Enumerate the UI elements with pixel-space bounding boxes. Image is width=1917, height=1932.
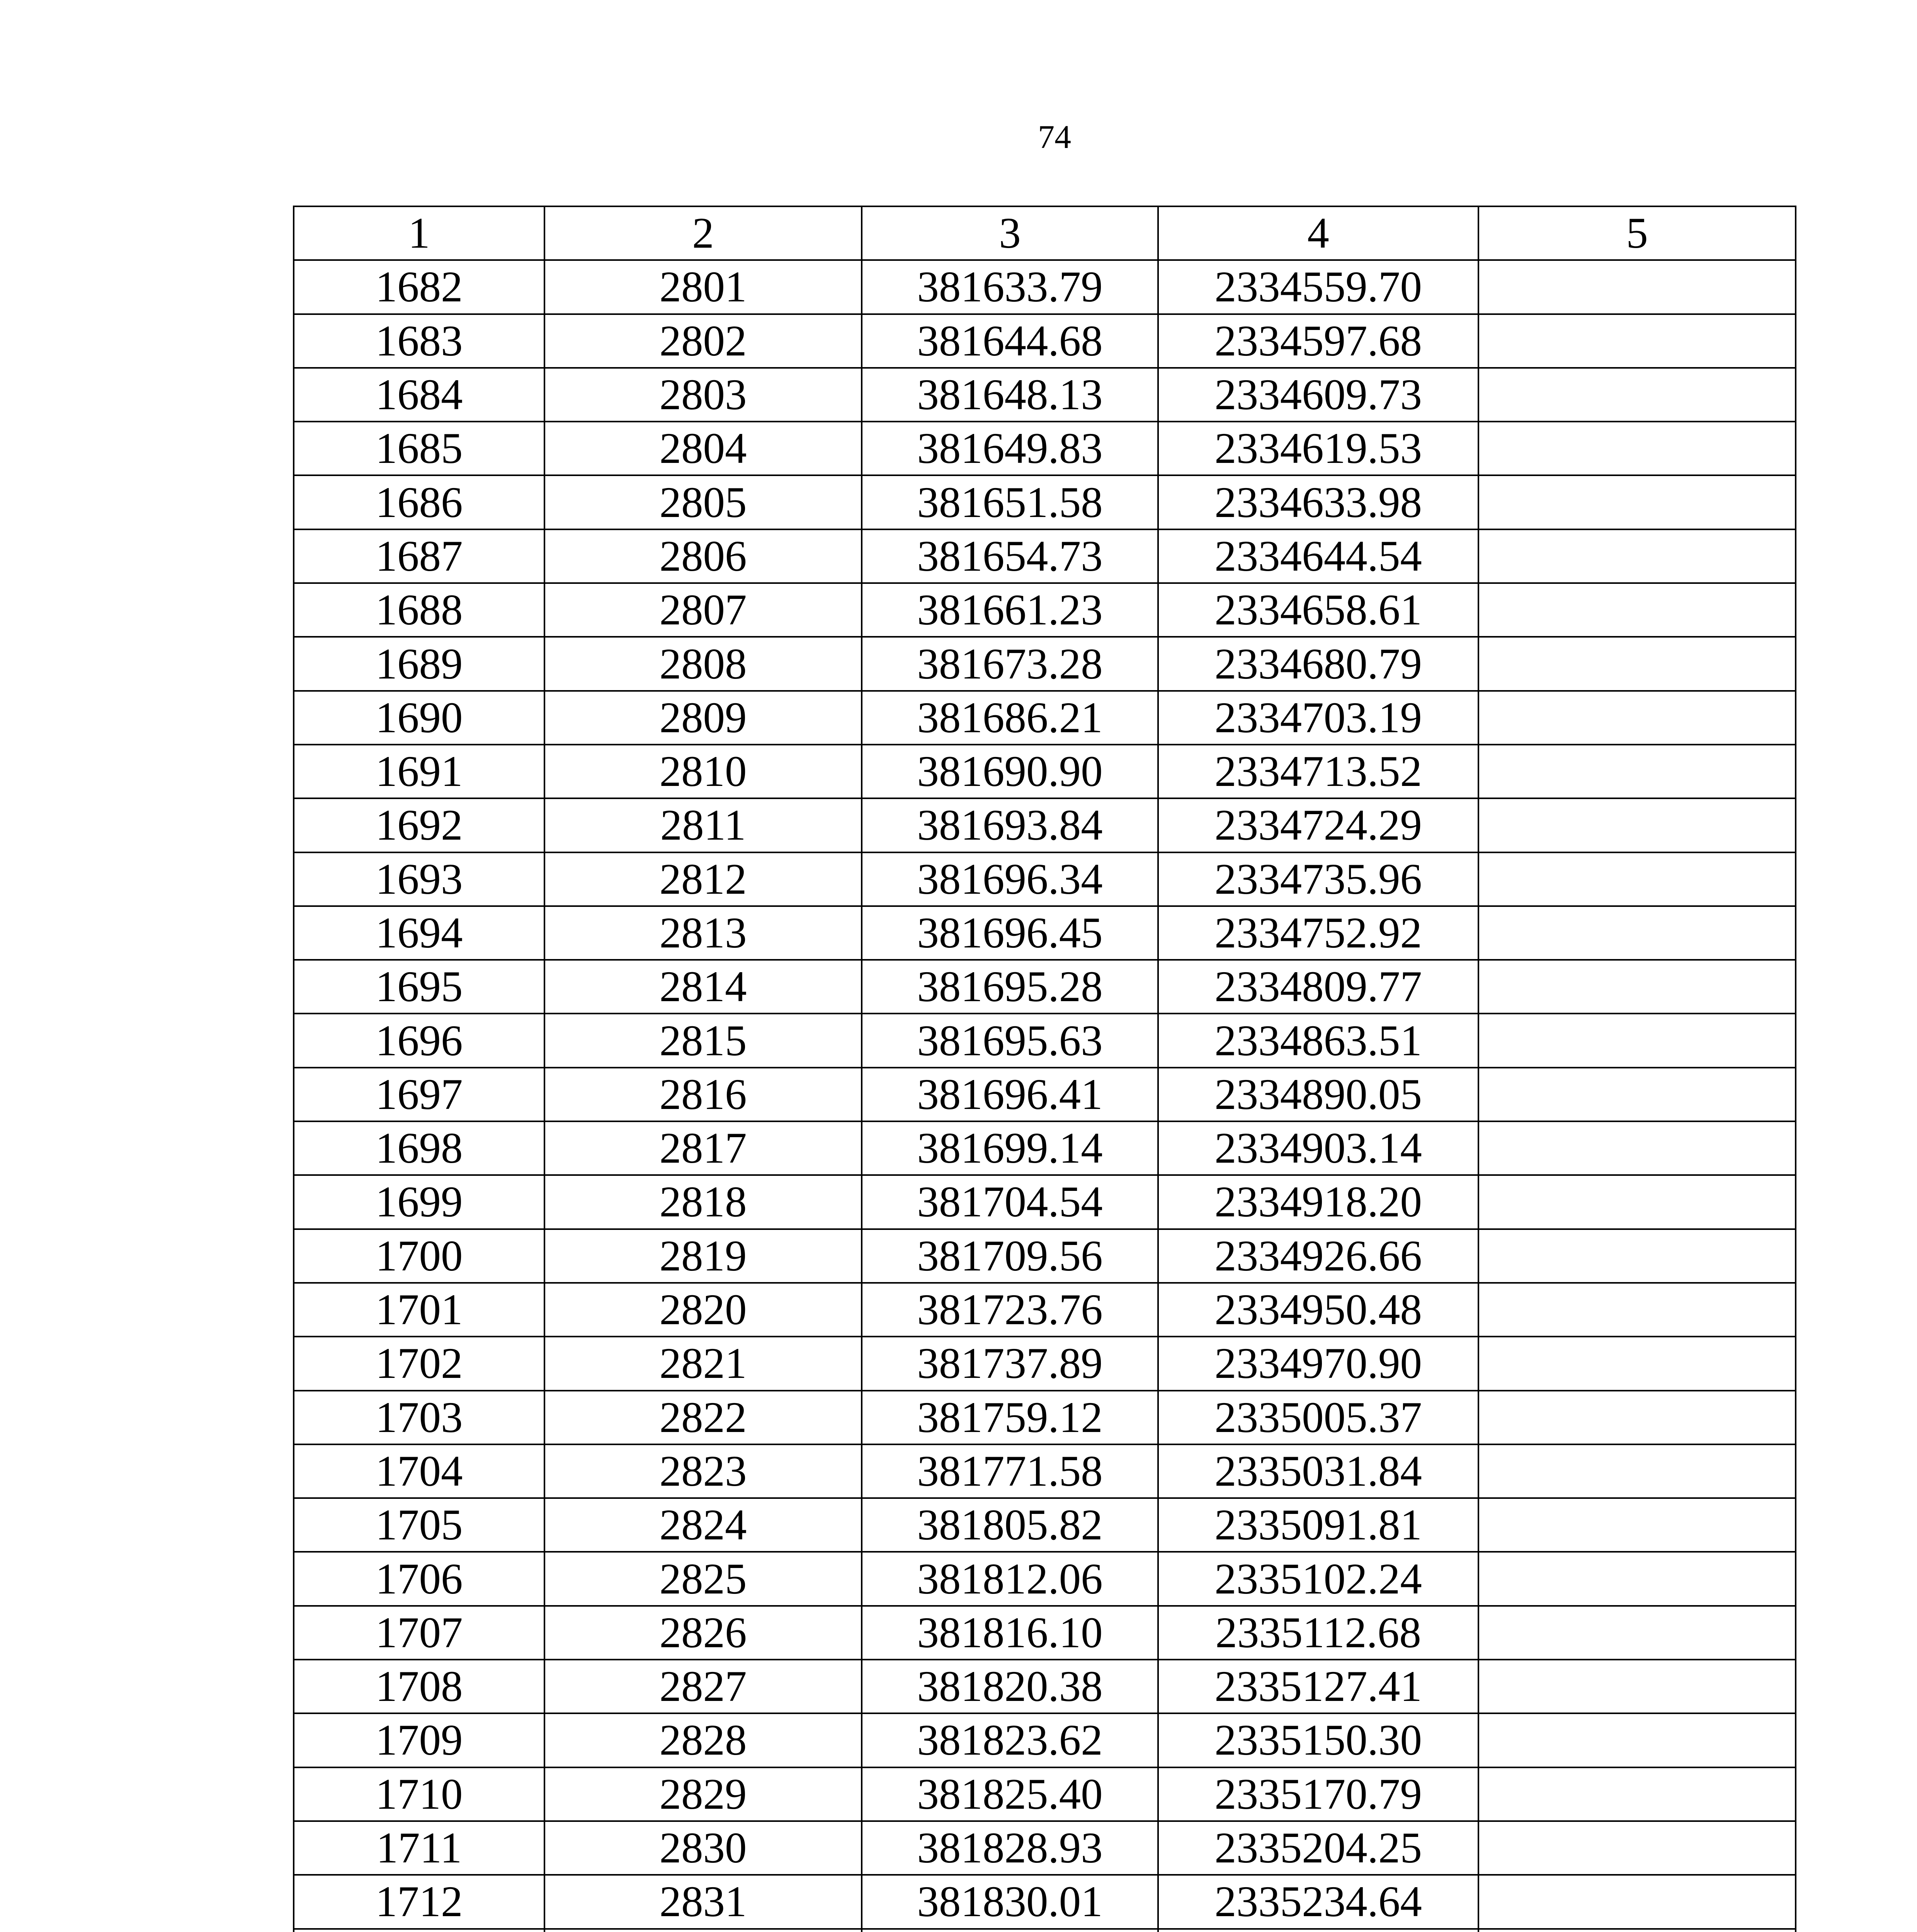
table-cell-col3: 381673.28 [862,637,1158,690]
table-cell-col2: 2831 [544,1875,862,1929]
table-cell-col4: 2335102.24 [1158,1552,1478,1605]
table-cell-col1: 1697 [294,1068,544,1121]
table-cell-col3: 381695.63 [862,1014,1158,1067]
table-cell-col4 [1158,1929,1478,1932]
table-cell-col1 [294,1929,544,1932]
table-cell-col3: 381805.82 [862,1498,1158,1552]
table-cell-col5 [1478,260,1796,314]
table-row [294,852,1796,906]
table-cell-col2: 2828 [544,1713,862,1767]
table-cell-col3: 381633.79 [862,260,1158,314]
table-cell-col4: 2334752.92 [1158,906,1478,960]
table-row [294,1713,1796,1767]
table-row [294,960,1796,1014]
table-cell-col4: 2334970.90 [1158,1337,1478,1390]
table-cell-col3: 381695.28 [862,960,1158,1014]
table-cell-col5 [1478,1552,1796,1605]
table-cell-col3: 381644.68 [862,314,1158,368]
table-cell-col3: 381699.14 [862,1121,1158,1175]
table-cell-col1: 1701 [294,1283,544,1337]
table-header [294,206,1796,260]
table-cell-col1: 1698 [294,1121,544,1175]
table-cell-col2 [544,1929,862,1932]
table-cell-col5 [1478,852,1796,906]
data-table [293,206,1796,1932]
table-cell-col1: 1693 [294,852,544,906]
table-cell-col1: 1689 [294,637,544,690]
page-number: 74 [1038,118,1071,155]
table-cell-col2: 2804 [544,422,862,475]
table-cell-col1: 1705 [294,1498,544,1552]
table-cell-col2: 2803 [544,368,862,422]
table-row [294,260,1796,314]
header-cell-col2: 2 [544,206,862,260]
table-cell-col4: 2334633.98 [1158,475,1478,529]
table-cell-col1: 1694 [294,906,544,960]
table-cell-col3: 381696.45 [862,906,1158,960]
table-cell-col2: 2818 [544,1175,862,1229]
table-cell-col2: 2801 [544,260,862,314]
table-header-row [294,206,1796,260]
table-cell-col3: 381690.90 [862,745,1158,798]
table-row [294,798,1796,852]
table-cell-col3: 381696.41 [862,1068,1158,1121]
table-cell-col5 [1478,529,1796,583]
table-cell-col1: 1709 [294,1713,544,1767]
table-cell-col1: 1682 [294,260,544,314]
table-cell-col3: 381828.93 [862,1821,1158,1875]
table-cell-col2: 2819 [544,1229,862,1283]
table-cell-col3: 381651.58 [862,475,1158,529]
table-cell-col5 [1478,1175,1796,1229]
table-cell-col5 [1478,1875,1796,1929]
table-cell-col3 [862,1929,1158,1932]
table-row [294,1337,1796,1390]
table-cell-col3: 381649.83 [862,422,1158,475]
table-cell-col4: 2335150.30 [1158,1713,1478,1767]
table-cell-col4: 2334680.79 [1158,637,1478,690]
table-row [294,475,1796,529]
table-cell-col2: 2822 [544,1391,862,1444]
header-cell-col1: 1 [294,206,544,260]
table-cell-col3: 381723.76 [862,1283,1158,1337]
table-cell-col2: 2806 [544,529,862,583]
table-cell-col5 [1478,1337,1796,1390]
table-cell-col2: 2829 [544,1767,862,1821]
table-cell-col3: 381812.06 [862,1552,1158,1605]
table-cell-col2: 2813 [544,906,862,960]
table-row [294,637,1796,690]
table-cell-col1: 1710 [294,1767,544,1821]
table-cell-col3: 381830.01 [862,1875,1158,1929]
table-cell-col2: 2812 [544,852,862,906]
table-cell-col4: 2334703.19 [1158,691,1478,745]
table-cell-col5 [1478,1391,1796,1444]
table-cell-col3: 381816.10 [862,1606,1158,1660]
table-row [294,1552,1796,1605]
table-cell-col5 [1478,1767,1796,1821]
table-row [294,1068,1796,1121]
table-cell-col1: 1688 [294,583,544,637]
table-row [294,1606,1796,1660]
table-cell-col2: 2809 [544,691,862,745]
table-cell-col5 [1478,1929,1796,1932]
table-cell-col2: 2817 [544,1121,862,1175]
table-cell-col1: 1706 [294,1552,544,1605]
table-cell-col1: 1692 [294,798,544,852]
table-row [294,1175,1796,1229]
table-cell-col4: 2334609.73 [1158,368,1478,422]
table-cell-col3: 381654.73 [862,529,1158,583]
table-cell-col4: 2334735.96 [1158,852,1478,906]
table-cell-col2: 2820 [544,1283,862,1337]
table-cell-col4: 2334597.68 [1158,314,1478,368]
table-cell-col3: 381825.40 [862,1767,1158,1821]
table-cell-col5 [1478,314,1796,368]
table-cell-col5 [1478,583,1796,637]
table-cell-col3: 381759.12 [862,1391,1158,1444]
table-row [294,1660,1796,1713]
table-cell-col1: 1700 [294,1229,544,1283]
table-cell-col3: 381709.56 [862,1229,1158,1283]
table-cell-col4: 2334926.66 [1158,1229,1478,1283]
table-cell-col2: 2811 [544,798,862,852]
table-row [294,1498,1796,1552]
table-cell-col1: 1696 [294,1014,544,1067]
table-row [294,1444,1796,1498]
table-cell-col4: 2335031.84 [1158,1444,1478,1498]
table-body [294,260,1796,1932]
table-cell-col4: 2335091.81 [1158,1498,1478,1552]
table-cell-col1: 1690 [294,691,544,745]
table-cell-col4: 2335127.41 [1158,1660,1478,1713]
table-cell-col1: 1687 [294,529,544,583]
table-cell-col4: 2335170.79 [1158,1767,1478,1821]
table-row [294,583,1796,637]
table-row [294,745,1796,798]
table-cell-col4: 2334863.51 [1158,1014,1478,1067]
table-cell-col4: 2335234.64 [1158,1875,1478,1929]
table-cell-col1: 1712 [294,1875,544,1929]
table-cell-col2: 2814 [544,960,862,1014]
table-row [294,1929,1796,1932]
table-cell-col3: 381648.13 [862,368,1158,422]
table-row [294,906,1796,960]
table-cell-col1: 1685 [294,422,544,475]
table-cell-col3: 381823.62 [862,1713,1158,1767]
table-cell-col2: 2827 [544,1660,862,1713]
table-row [294,529,1796,583]
table-row [294,691,1796,745]
table-cell-col4: 2334724.29 [1158,798,1478,852]
table-cell-col5 [1478,1498,1796,1552]
table-cell-col4: 2334559.70 [1158,260,1478,314]
table-row [294,1391,1796,1444]
table-cell-col1: 1711 [294,1821,544,1875]
table-row [294,1767,1796,1821]
table-cell-col5 [1478,745,1796,798]
table-cell-col4: 2334644.54 [1158,529,1478,583]
table-cell-col3: 381661.23 [862,583,1158,637]
table-row [294,1821,1796,1875]
table-cell-col2: 2826 [544,1606,862,1660]
table-cell-col2: 2807 [544,583,862,637]
table-cell-col5 [1478,1713,1796,1767]
table-cell-col3: 381820.38 [862,1660,1158,1713]
table-cell-col5 [1478,1606,1796,1660]
table-row [294,1229,1796,1283]
table-cell-col5 [1478,1121,1796,1175]
table-cell-col2: 2802 [544,314,862,368]
table-cell-col1: 1684 [294,368,544,422]
table-cell-col1: 1704 [294,1444,544,1498]
table-cell-col5 [1478,637,1796,690]
table-cell-col5 [1478,798,1796,852]
table-cell-col3: 381696.34 [862,852,1158,906]
table-cell-col1: 1683 [294,314,544,368]
table-cell-col1: 1707 [294,1606,544,1660]
table-row [294,368,1796,422]
table-cell-col2: 2815 [544,1014,862,1067]
table-cell-col2: 2824 [544,1498,862,1552]
table-cell-col3: 381693.84 [862,798,1158,852]
table-cell-col2: 2816 [544,1068,862,1121]
table-row [294,314,1796,368]
table-cell-col5 [1478,1283,1796,1337]
table-cell-col1: 1702 [294,1337,544,1390]
table-cell-col5 [1478,1660,1796,1713]
table-cell-col5 [1478,691,1796,745]
table-cell-col2: 2810 [544,745,862,798]
table-cell-col5 [1478,1229,1796,1283]
table-cell-col2: 2805 [544,475,862,529]
table-cell-col4: 2334809.77 [1158,960,1478,1014]
table-cell-col2: 2821 [544,1337,862,1390]
table-cell-col1: 1686 [294,475,544,529]
table-cell-col2: 2823 [544,1444,862,1498]
table-cell-col3: 381771.58 [862,1444,1158,1498]
table-cell-col4: 2334619.53 [1158,422,1478,475]
table-cell-col2: 2808 [544,637,862,690]
table-cell-col4: 2334890.05 [1158,1068,1478,1121]
table-cell-col3: 381686.21 [862,691,1158,745]
table-cell-col5 [1478,1821,1796,1875]
table-cell-col3: 381704.54 [862,1175,1158,1229]
header-cell-col4: 4 [1158,206,1478,260]
table-cell-col2: 2830 [544,1821,862,1875]
table-cell-col5 [1478,960,1796,1014]
table-cell-col1: 1695 [294,960,544,1014]
table-row [294,422,1796,475]
table-cell-col5 [1478,1068,1796,1121]
table-cell-col1: 1691 [294,745,544,798]
table-cell-col1: 1703 [294,1391,544,1444]
table-cell-col5 [1478,422,1796,475]
table-cell-col2: 2825 [544,1552,862,1605]
table-cell-col4: 2335005.37 [1158,1391,1478,1444]
table-cell-col5 [1478,1014,1796,1067]
table-cell-col4: 2334950.48 [1158,1283,1478,1337]
header-cell-col5: 5 [1478,206,1796,260]
table-row [294,1121,1796,1175]
table-row [294,1875,1796,1929]
table-row [294,1283,1796,1337]
table-cell-col1: 1699 [294,1175,544,1229]
table-cell-col5 [1478,1444,1796,1498]
table-cell-col4: 2335112.68 [1158,1606,1478,1660]
table-cell-col4: 2334903.14 [1158,1121,1478,1175]
table-row [294,1014,1796,1067]
table-cell-col1: 1708 [294,1660,544,1713]
table-cell-col4: 2335204.25 [1158,1821,1478,1875]
table-cell-col3: 381737.89 [862,1337,1158,1390]
table-cell-col5 [1478,906,1796,960]
table-cell-col4: 2334658.61 [1158,583,1478,637]
table-cell-col4: 2334918.20 [1158,1175,1478,1229]
table-cell-col5 [1478,368,1796,422]
table-cell-col4: 2334713.52 [1158,745,1478,798]
header-cell-col3: 3 [862,206,1158,260]
table-cell-col5 [1478,475,1796,529]
